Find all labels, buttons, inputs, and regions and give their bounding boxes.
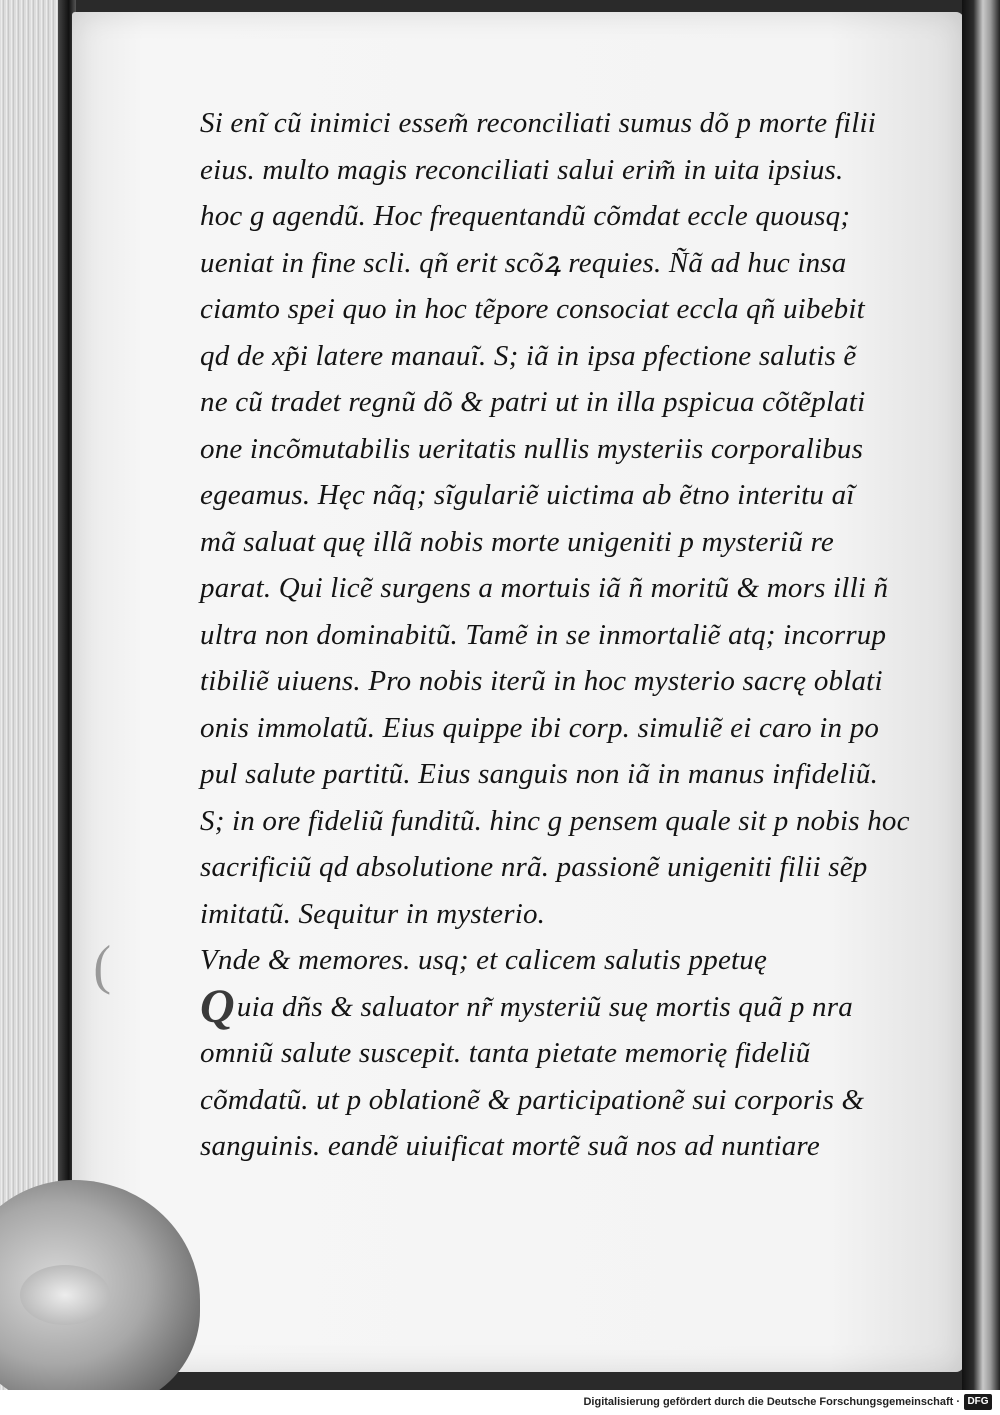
text-line: eius. multo magis reconciliati salui erim̃ in uita ipsius. (200, 153, 844, 186)
text-line: tibiliẽ uiuens. Pro nobis iterũ in hoc mysterio sacrę oblati (200, 665, 883, 697)
text-line: one incõmutabilis ueritatis nullis mysteriis corporalibus (200, 432, 864, 465)
facing-page-edge (962, 0, 1000, 1390)
text-line: hoc g agendũ. Hoc frequentandũ cõmdat eccle quousq; (200, 200, 851, 232)
text-line: qd de xp̃i latere manauĩ. S; iã in ipsa pfectione salutis ẽ (200, 339, 857, 372)
text-line: uia dñs & saluator nr̃ mysteriũ suę mortis quã p nra (236, 990, 853, 1023)
text-line: imitatũ. Sequitur in mysterio. (200, 897, 546, 930)
drop-cap-initial: Q (200, 979, 235, 1033)
text-line: ne cũ tradet regnũ dõ & patri ut in illa pspicua cõtẽplati (200, 386, 866, 418)
manuscript-text (200, 100, 960, 1170)
rubric-line: Vnde & memores. usq; et calicem salutis ppetuę (200, 944, 768, 976)
digitization-footer (0, 1390, 1000, 1415)
text-line-with-initial (200, 979, 960, 1033)
text-line: cõmdatũ. ut p oblationẽ & participationẽ sui corporis & (200, 1083, 865, 1116)
funding-credit: Digitalisierung gefördert durch die Deutsche Forschungsgemeinschaft · (583, 1396, 960, 1408)
text-line: ultra non dominabitũ. Tamẽ in se inmortaliẽ atq; incorrup (200, 618, 887, 651)
text-line: omniũ salute suscepit. tanta pietate memorię fideliũ (200, 1037, 811, 1069)
text-line: S; in ore fideliũ funditũ. hinc g pensem quale sit p nobis hoc (200, 804, 910, 837)
text-line: pul salute partitũ. Eius sanguis non iã in manus infideliũ. (200, 758, 879, 790)
text-line: ciamto spei quo in hoc tẽpore consociat eccla qñ uibebit (200, 293, 865, 325)
thumbnail (20, 1265, 110, 1325)
text-line: egeamus. Hęc nãq; sĩgulariẽ uictima ab ẽtno interitu aĩ (200, 479, 855, 511)
text-line: parat. Qui licẽ surgens a mortuis iã ñ moritũ & mors illi ñ (200, 572, 889, 604)
dfg-logo: DFG (964, 1394, 992, 1410)
text-line: mã saluat quę illã nobis morte unigeniti p mysteriũ re (200, 525, 834, 558)
text-line: sanguinis. eandẽ uiuificat mortẽ suã nos ad nuntiare (200, 1130, 820, 1162)
text-line: sacrificiũ qd absolutione nrã. passionẽ unigeniti filii sẽp (200, 851, 868, 883)
text-line: onis immolatũ. Eius quippe ibi corp. simuliẽ ei caro in po (200, 711, 880, 744)
text-line: Si enĩ cũ inimici essem̃ reconciliati sumus dõ p morte filii (200, 107, 877, 139)
text-line: ueniat in fine scli. qñ erit scõꝝ requies. Ñã ad huc insa (200, 246, 847, 279)
marginal-mark: ( (87, 934, 116, 998)
